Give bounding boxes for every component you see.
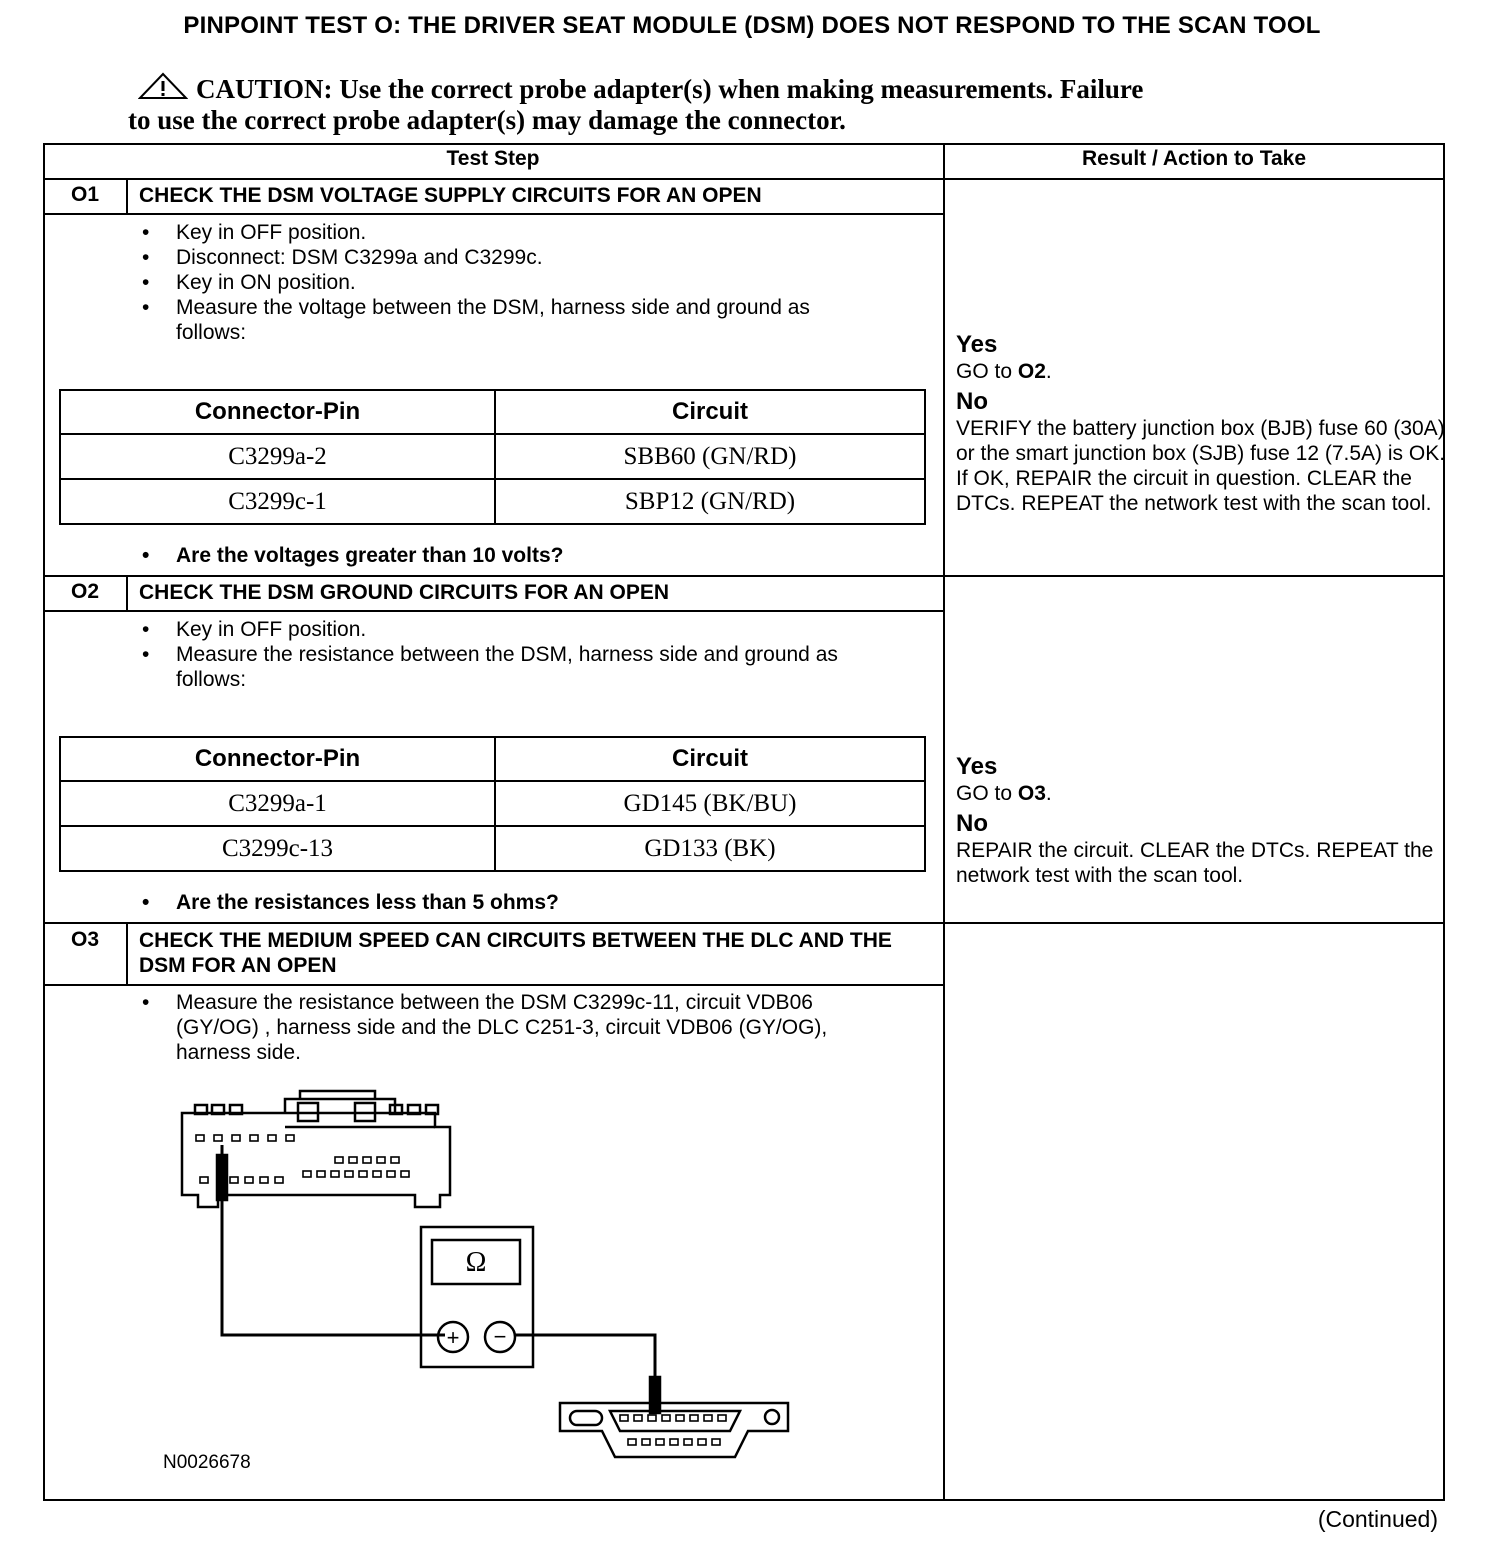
o2-bottom-divider [43, 922, 1445, 924]
column-header: Circuit [495, 737, 925, 781]
caution-label: CAUTION: [196, 74, 333, 104]
go-to-punct: . [1045, 360, 1052, 383]
list-item: • Measure the voltage between the DSM, harness side and ground as follows: [138, 295, 838, 345]
go-to-text: GO to [956, 360, 1013, 383]
result-o1 [956, 331, 1446, 516]
go-to-punct: . [1045, 782, 1052, 805]
result-yes-label: Yes [956, 331, 998, 358]
result-yes-label: Yes [956, 753, 998, 780]
table-row [60, 479, 925, 524]
step-question: • Are the voltages greater than 10 volts? [176, 544, 563, 568]
list-item: • Measure the resistance between the DSM, harness side and ground as follows: [138, 642, 878, 692]
table-row [60, 826, 925, 871]
column-divider [943, 143, 945, 1501]
connector-pin-table [59, 389, 926, 525]
table-cell: C3299a-1 [60, 781, 495, 826]
table-row [60, 434, 925, 479]
table-cell: GD145 (BK/BU) [495, 781, 925, 826]
o3-title-divider [43, 984, 944, 986]
step-id: O2 [70, 580, 99, 603]
table-cell: GD133 (BK) [495, 826, 925, 871]
list-item: • Disconnect: DSM C3299a and C3299c. [138, 245, 838, 270]
list-item: • Measure the resistance between the DSM C3299c-11, circuit VDB06 (GY/OG) , harness side and the DLC C251-3, circuit VDB06 (GY/OG), harness side. [138, 990, 878, 1065]
table-cell: C3299c-13 [60, 826, 495, 871]
header-divider [43, 178, 1445, 180]
table-row [60, 781, 925, 826]
column-header: Connector-Pin [60, 737, 495, 781]
step-instructions [138, 990, 878, 1065]
list-item: • Key in ON position. [138, 270, 838, 295]
go-to-text: GO to [956, 782, 1013, 805]
table-cell: SBB60 (GN/RD) [495, 434, 925, 479]
header-result: Result / Action to Take [1081, 147, 1307, 170]
dlc-connector-icon [560, 1403, 788, 1457]
step-id: O3 [70, 928, 99, 951]
page-title: PINPOINT TEST O: THE DRIVER SEAT MODULE (DSM) DOES NOT RESPOND TO THE SCAN TOOL [183, 12, 1321, 39]
step-question: • Are the resistances less than 5 ohms? [176, 891, 559, 915]
ohm-symbol: Ω [465, 1247, 487, 1278]
header-test-step: Test Step [446, 147, 540, 170]
measurement-diagram [150, 1085, 850, 1475]
result-yes-action [956, 781, 1446, 806]
continued-label: (Continued) [1317, 1506, 1438, 1532]
caution-text-line2: to use the correct probe adapter(s) may damage the connector. [128, 105, 846, 135]
step-id: O1 [70, 183, 99, 206]
table-cell: C3299a-2 [60, 434, 495, 479]
column-header: Connector-Pin [60, 390, 495, 434]
list-item: • Key in OFF position. [138, 220, 838, 245]
step-title: CHECK THE DSM GROUND CIRCUITS FOR AN OPEN [139, 581, 670, 604]
go-to-step-link[interactable]: O3 [1017, 782, 1046, 805]
figure-id: N0026678 [163, 1452, 251, 1473]
connector-pin-table [59, 736, 926, 872]
result-yes-action [956, 359, 1446, 384]
column-header: Circuit [495, 390, 925, 434]
warning-triangle-icon [138, 74, 196, 104]
o1-title-divider [43, 213, 944, 215]
o2-title-divider [43, 610, 944, 612]
caution-note [128, 72, 1348, 136]
plus-terminal-label: + [446, 1325, 460, 1350]
result-no-label: No [956, 388, 988, 415]
result-o2 [956, 753, 1446, 888]
list-item: • Key in OFF position. [138, 617, 878, 642]
caution-text-line1: Use the correct probe adapter(s) when making measurements. Failure [339, 74, 1144, 104]
table-cell: C3299c-1 [60, 479, 495, 524]
table-cell: SBP12 (GN/RD) [495, 479, 925, 524]
minus-terminal-label: − [493, 1324, 507, 1349]
step-instructions [138, 617, 878, 692]
result-no-action: VERIFY the battery junction box (BJB) fuse 60 (30A) or the smart junction box (SJB) fuse 12 (7.5A) is OK. If OK, REPAIR the circuit in question. CLEAR the DTCs. REPEAT the network test with the scan tool. [956, 417, 1446, 515]
result-no-action: REPAIR the circuit. CLEAR the DTCs. REPEAT the network test with the scan tool. [956, 839, 1434, 887]
go-to-step-link[interactable]: O2 [1017, 360, 1046, 383]
result-no-label: No [956, 810, 988, 837]
step-title: CHECK THE DSM VOLTAGE SUPPLY CIRCUITS FOR AN OPEN [139, 184, 762, 207]
o1-bottom-divider [43, 575, 1445, 577]
step-instructions [138, 220, 838, 345]
step-title: CHECK THE MEDIUM SPEED CAN CIRCUITS BETWEEN THE DLC AND THE DSM FOR AN OPEN [139, 929, 892, 977]
